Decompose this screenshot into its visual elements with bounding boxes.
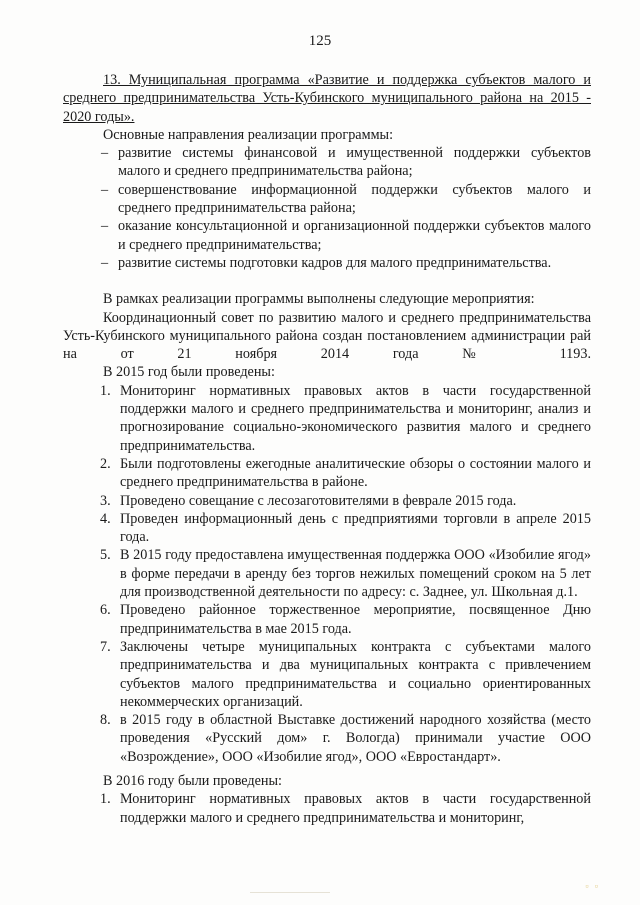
scan-stamp-mark: ▫ ▫ <box>585 881 600 891</box>
page-number: 125 <box>308 33 332 49</box>
dash-marker: – <box>101 254 109 271</box>
list-item: 8. в 2015 году в областной Выставке достижений народного хозяйства (место проведения «Русский дом» г. Вологда) принимали участие ООО «Возрождение», ООО «Изобилие ягод», ООО «Евростандарт». <box>100 712 591 765</box>
list-item: 4. Проведен информационный день с предприятиями торговли в апреле 2015 года. <box>100 510 591 546</box>
list-item: – развитие системы подготовки кадров для малого предпринимательства. <box>101 254 552 271</box>
year-2016-list <box>63 790 591 827</box>
list-item: 5. В 2015 году предоставлена имущественная поддержка ООО «Изобилие ягод» в форме передачи в аренду без торгов нежилых помещений сроком на 5 лет для производственной деятельности по адресу: с. Заднее, ул. Школьная д.1. <box>100 547 591 601</box>
year-2015-intro: В 2015 год были проведены: <box>103 364 275 381</box>
list-item: 1. Мониторинг нормативных правовых актов в части государственной поддержки малого и среднего предпринимательства и мониторинг, <box>100 791 591 826</box>
section-heading: 13. Муниципальная программа «Развитие и поддержка субъектов малого и среднего предпринимательства Усть-Кубинского муниципального района на 2015 - 2020 годы». <box>63 72 591 125</box>
list-item: 3. Проведено совещание с лесозаготовителями в феврале 2015 года. <box>100 492 517 509</box>
dash-marker: – <box>101 145 109 162</box>
footer-divider <box>250 892 330 893</box>
list-item: – совершенствование информационной поддержки субъектов малого и среднего предпринимательства района; <box>101 181 591 217</box>
dash-marker: – <box>101 181 109 198</box>
council-paragraph: Координационный совет по развитию малого и среднего предпринимательства Усть-Кубинского муниципального района создан постановлением администрации рай на от 21 ноября 2014 года № 1193. <box>63 309 591 363</box>
list-item: – оказание консультационной и организационной поддержки субъектов малого и среднего предпринимательства; <box>101 218 591 253</box>
list-item: 2. Были подготовлены ежегодные аналитические обзоры о состоянии малого и среднего предпринимательства в районе. <box>100 455 591 491</box>
list-item: – развитие системы финансовой и имущественной поддержки субъектов малого и среднего предпринимательства района; <box>101 145 591 180</box>
year-2015-list <box>63 382 591 766</box>
page-content <box>63 71 591 827</box>
activities-intro: В рамках реализации программы выполнены следующие мероприятия: <box>103 291 535 308</box>
list-item: 7. Заключены четыре муниципальных контракта с субъектами малого предпринимательства и два муниципальных контракта с привлечением субъектов малого предпринимательства и социально ориентированных некоммерческих организаций. <box>100 638 591 710</box>
directions-intro: Основные направления реализации программы: <box>103 126 394 143</box>
dash-marker: – <box>101 218 109 235</box>
directions-list <box>63 144 591 272</box>
list-item: 6. Проведено районное торжественное мероприятие, посвященное Дню предпринимательства в мае 2015 года. <box>100 602 591 637</box>
list-item: 1. Мониторинг нормативных правовых актов в части государственной поддержки малого и среднего предпринимательства и мониторинг, анализ и прогнозирование социально-экономического развития малого и среднего предпринимательства. <box>100 382 591 454</box>
year-2016-intro: В 2016 году были проведены: <box>103 772 282 789</box>
